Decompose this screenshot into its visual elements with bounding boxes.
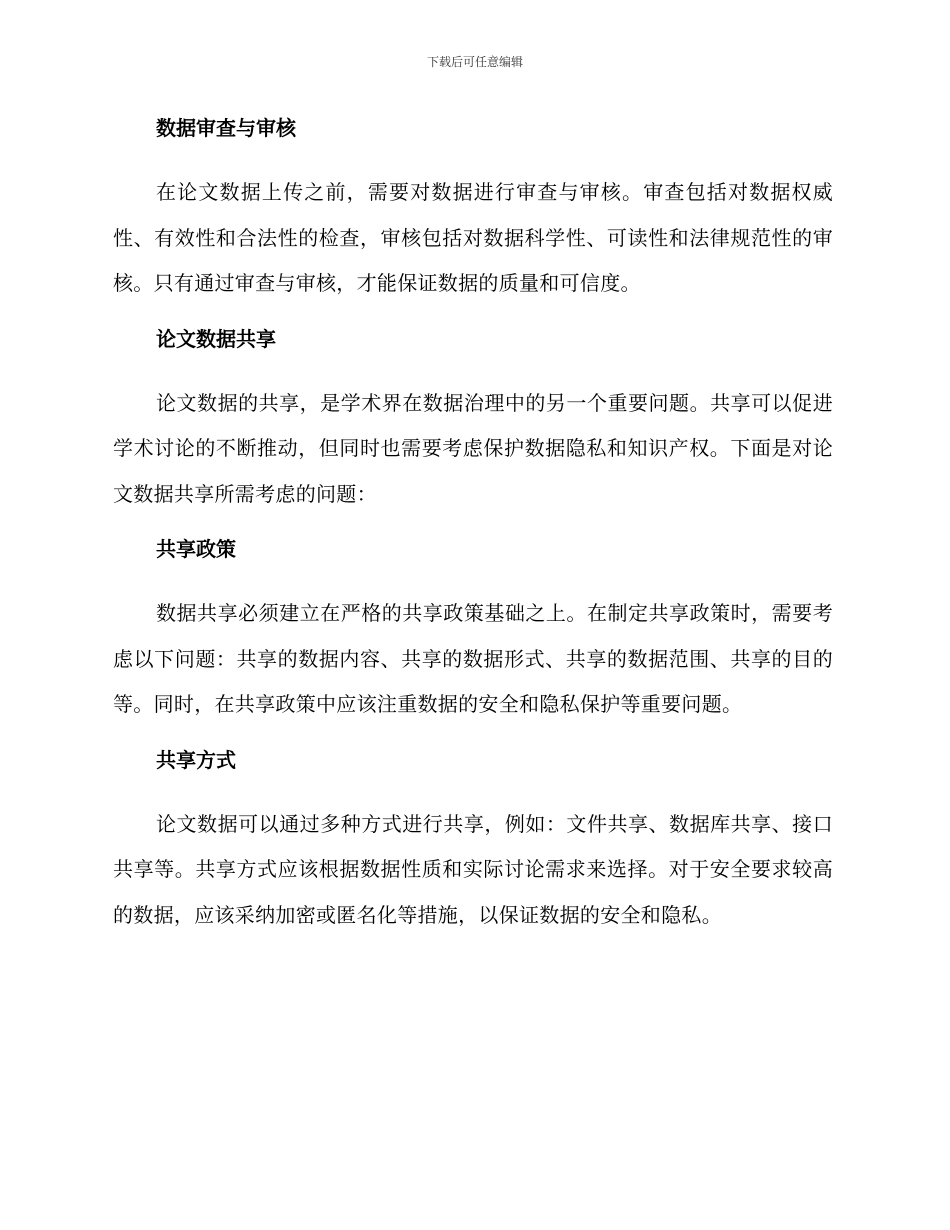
section-heading-data-sharing: 论文数据共享 xyxy=(156,326,276,351)
section-paragraph-data-sharing: 论文数据的共享，是学术界在数据治理中的另一个重要问题。共享可以促进学术讨论的不断推动，但同时也需要考虑保护数据隐私和知识产权。下面是对论文数据共享所需考虑的问题： xyxy=(113,390,833,506)
section-paragraph-data-review: 在论文数据上传之前，需要对数据进行审查与审核。审查包括对数据权威性、有效性和合法性的检查，审核包括对数据科学性、可读性和法律规范性的审核。只有通过审查与审核，才能保证数据的质量和可信度。 xyxy=(113,180,833,295)
section-paragraph-sharing-method: 论文数据可以通过多种方式进行共享，例如：文件共享、数据库共享、接口共享等。共享方式应该根据数据性质和实际讨论需求来选择。对于安全要求较高的数据，应该采纳加密或匿名化等措施，以保证数据的安全和隐私。 xyxy=(113,811,833,927)
document-body xyxy=(113,112,833,938)
section-heading-sharing-method: 共享方式 xyxy=(156,747,236,772)
page-header-note: 下载后可任意编辑 xyxy=(426,55,523,69)
section-heading-data-review: 数据审查与审核 xyxy=(156,116,296,140)
section-paragraph-sharing-policy: 数据共享必须建立在严格的共享政策基础之上。在制定共享政策时，需要考虑以下问题：共享的数据内容、共享的数据形式、共享的数据范围、共享的目的等。同时，在共享政策中应该注重数据的安全和隐私保护等重要问题。 xyxy=(113,601,833,716)
section-heading-sharing-policy: 共享政策 xyxy=(156,537,236,561)
